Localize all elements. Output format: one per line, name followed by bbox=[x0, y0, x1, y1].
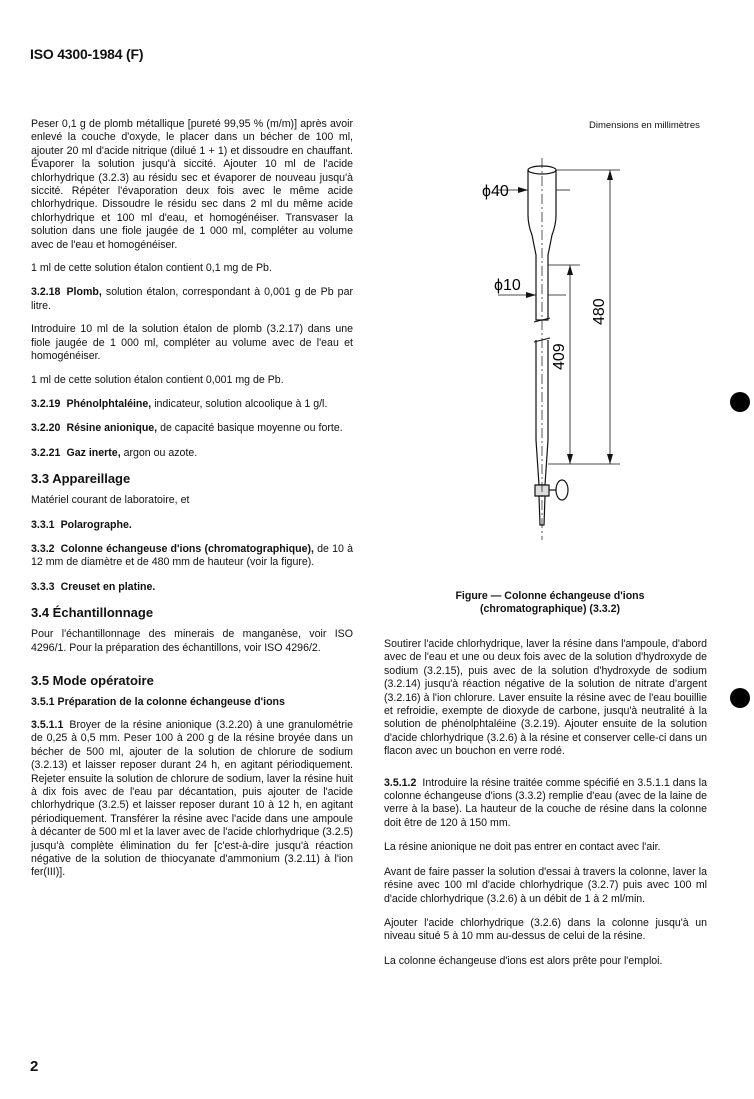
clause-keyword: Résine anionique, bbox=[66, 422, 158, 435]
arrow-d10 bbox=[526, 292, 536, 298]
subsection-heading-3-5-1: 3.5.1 Préparation de la colonne échangeuse d'ions bbox=[31, 695, 285, 708]
label-d40: ϕ40 bbox=[482, 183, 509, 200]
clause-keyword: Plomb, bbox=[66, 286, 102, 299]
section-heading-3-5: 3.5 Mode opératoire bbox=[31, 672, 154, 688]
label-480: 480 bbox=[591, 298, 608, 325]
clause-3-5-1-2 bbox=[384, 777, 707, 831]
page-number: 2 bbox=[30, 1058, 39, 1075]
clause-number: 3.2.18 bbox=[31, 286, 61, 299]
clause-text: argon ou azote. bbox=[123, 446, 198, 459]
clause-number: 3.5.1.2 bbox=[384, 776, 417, 789]
clause-keyword: Gaz inerte, bbox=[66, 446, 121, 459]
clause-number: 3.2.21 bbox=[31, 446, 61, 459]
clause-3-2-21 bbox=[31, 447, 353, 460]
clause-3-3-2 bbox=[31, 543, 353, 570]
label-409: 409 bbox=[551, 343, 568, 370]
right-column bbox=[384, 638, 707, 979]
lead-concentration-note: 1 ml de cette solution étalon contient 0,1 mg de Pb. bbox=[31, 262, 272, 275]
dimensions-note: Dimensions en millimètres bbox=[589, 120, 700, 131]
binder-hole-mark bbox=[730, 392, 750, 412]
rinse-paragraph: Soutirer l'acide chlorhydrique, laver la résine dans l'ampoule, d'abord avec de l'eau et une ou deux fois avec de la solution d'hydroxyde de sodium (3.2.15), puis avec de la solution d'hydroxyde de sodium (3.2.14) jusqu'à réaction négative de la solution de nitrate d'argent (3.2.16) à l'ion chlorure. Laver ensuite la résine avec de l'eau bouillie et refroidie, exempte de dioxyde de carbone, jusqu'à neutralité à la solution de phénolphtaléine (3.2.19). Ajouter ensuite de la solution d'acide chlorhydrique (3.2.6) à la résine et conserver celle-ci dans un flacon avec un bouchon en verre rodé. bbox=[384, 638, 707, 758]
clause-keyword: Polarographe. bbox=[60, 518, 132, 531]
label-d10: ϕ10 bbox=[494, 277, 521, 294]
ion-exchange-column-figure bbox=[440, 140, 700, 560]
arrow-480-bottom bbox=[607, 454, 613, 464]
apparatus-intro: Matériel courant de laboratoire, et bbox=[31, 494, 190, 507]
ready-paragraph: La colonne échangeuse d'ions est alors prête pour l'emploi. bbox=[384, 954, 663, 967]
figure-caption bbox=[430, 590, 670, 617]
clause-text: indicateur, solution alcoolique à 1 g/l. bbox=[154, 397, 328, 410]
stopcock-handle bbox=[556, 480, 568, 500]
pre-wash-paragraph: Avant de faire passer la solution d'essai à travers la colonne, laver la résine avec 100 ml d'acide chlorhydrique (3.2.7) puis avec 100 ml d'acide chlorhydrique (3.2.6) à un débit de 1 à 2 ml/min. bbox=[384, 865, 707, 905]
document-header: ISO 4300-1984 (F) bbox=[30, 46, 144, 62]
clause-number: 3.3.2 bbox=[31, 542, 55, 555]
arrow-409-top bbox=[567, 265, 573, 275]
clause-text: de 10 à 12 mm de diamètre et de 480 mm de hauteur (voir la figure). bbox=[31, 542, 353, 569]
clause-text: Broyer de la résine anionique (3.2.20) à une granulométrie de 0,25 à 0,5 mm. Peser 100 à 200 g de la résine broyée dans un bécher de 500 ml, ajouter de la solution de chlorure de sodium (3.2.13) et laisser reposer durant 24 h, en agitant périodiquement. Rejeter ensuite la solution de chlorure de sodium, laver la résine huit à dix fois avec de l'eau par décantation, puis ajouter de l'acide chlorhydrique (3.2.5) et laisser reposer durant 10 à 12 h, en agitant périodiquement. Transférer la résine avec l'acide dans une ampoule à décanter de 500 ml et la laver avec de l'acide chlorhydrique (3.2.5) jusqu'à complète élimination du fer [c'est-à-dire jusqu'à réaction négative de la solution de thiocyanate d'ammonium (3.2.11) à l'ion fer(III)]. bbox=[31, 718, 353, 879]
clause-3-2-19 bbox=[31, 398, 353, 411]
clause-number: 3.3.3 bbox=[31, 580, 55, 593]
clause-text: solution étalon, correspondant à 0,001 g de Pb par litre. bbox=[31, 286, 353, 312]
clause-3-5-1-1 bbox=[31, 719, 353, 880]
clause-number: 3.5.1.1 bbox=[31, 718, 64, 731]
clause-text: de capacité basique moyenne ou forte. bbox=[160, 422, 343, 435]
binder-hole-mark bbox=[730, 688, 750, 708]
figure-caption-line1: Figure — Colonne échangeuse d'ions bbox=[455, 590, 645, 602]
clause-3-3-1 bbox=[31, 519, 353, 532]
air-warning: La résine anionique ne doit pas entrer en contact avec l'air. bbox=[384, 841, 661, 854]
arrow-d40 bbox=[518, 187, 528, 193]
clause-keyword: Phénolphtaléine, bbox=[66, 397, 152, 410]
clause-text: Introduire la résine traitée comme spécifié en 3.5.1.1 dans la colonne échangeuse d'ions (3.3.2) remplie d'eau (avec de la laine de verre à la base). La hauteur de la couche de résine dans la colonne doit être de 120 à 150 mm. bbox=[384, 776, 707, 829]
lead-dilution-paragraph: Introduire 10 ml de la solution étalon de plomb (3.2.17) dans une fiole jaugée de 1 000 ml, compléter au volume avec de l'eau et homogénéiser. bbox=[31, 323, 353, 363]
sampling-paragraph: Pour l'échantillonnage des minerais de manganèse, voir ISO 4296/1. Pour la préparation des échantillons, voir ISO 4296/2. bbox=[31, 628, 353, 654]
left-column bbox=[31, 118, 353, 890]
section-heading-3-3: 3.3 Appareillage bbox=[31, 471, 131, 487]
arrow-409-bottom bbox=[567, 454, 573, 464]
acid-level-paragraph: Ajouter l'acide chlorhydrique (3.2.6) dans la colonne jusqu'à un niveau situé 5 à 10 mm au-dessus de celui de la résine. bbox=[384, 916, 707, 943]
figure-caption-line2: (chromatographique) (3.3.2) bbox=[479, 603, 621, 616]
clause-number: 3.2.19 bbox=[31, 397, 61, 410]
clause-keyword: Creuset en platine. bbox=[60, 580, 156, 593]
clause-keyword: Colonne échangeuse d'ions (chromatographique), bbox=[60, 542, 314, 555]
section-heading-3-4: 3.4 Échantillonnage bbox=[31, 605, 154, 621]
lead-standard-preparation: Peser 0,1 g de plomb métallique [pureté 99,95 % (m/m)] après avoir enlevé la couche d'oxyde, le placer dans un bécher de 100 ml, ajouter 20 ml d'acide nitrique (dilué 1 + 1) et dissoudre en chauffant. Évaporer la solution jusqu'à siccité. Ajouter 10 ml de l'acide chlorhydrique (3.2.3) au résidu sec et évaporer de nouveau jusqu'à siccité. Répéter l'évaporation deux fois avec le même acide chlorhydrique. Dissoudre le résidu sec dans 2 ml du même acide chlorhydrique et 100 ml d'eau, et homogénéiser. Transvaser la solution dans une fiole jaugée de 1 000 ml, compléter au volume avec de l'eau et homogénéiser. bbox=[31, 118, 353, 251]
clause-3-2-18 bbox=[31, 286, 353, 313]
clause-number: 3.2.20 bbox=[31, 422, 61, 435]
clause-3-3-3 bbox=[31, 581, 353, 594]
arrow-480-top bbox=[607, 170, 613, 180]
lead-dilute-concentration-note: 1 ml de cette solution étalon contient 0,001 mg de Pb. bbox=[31, 373, 284, 386]
clause-number: 3.3.1 bbox=[31, 518, 55, 531]
clause-3-2-20 bbox=[31, 422, 353, 435]
